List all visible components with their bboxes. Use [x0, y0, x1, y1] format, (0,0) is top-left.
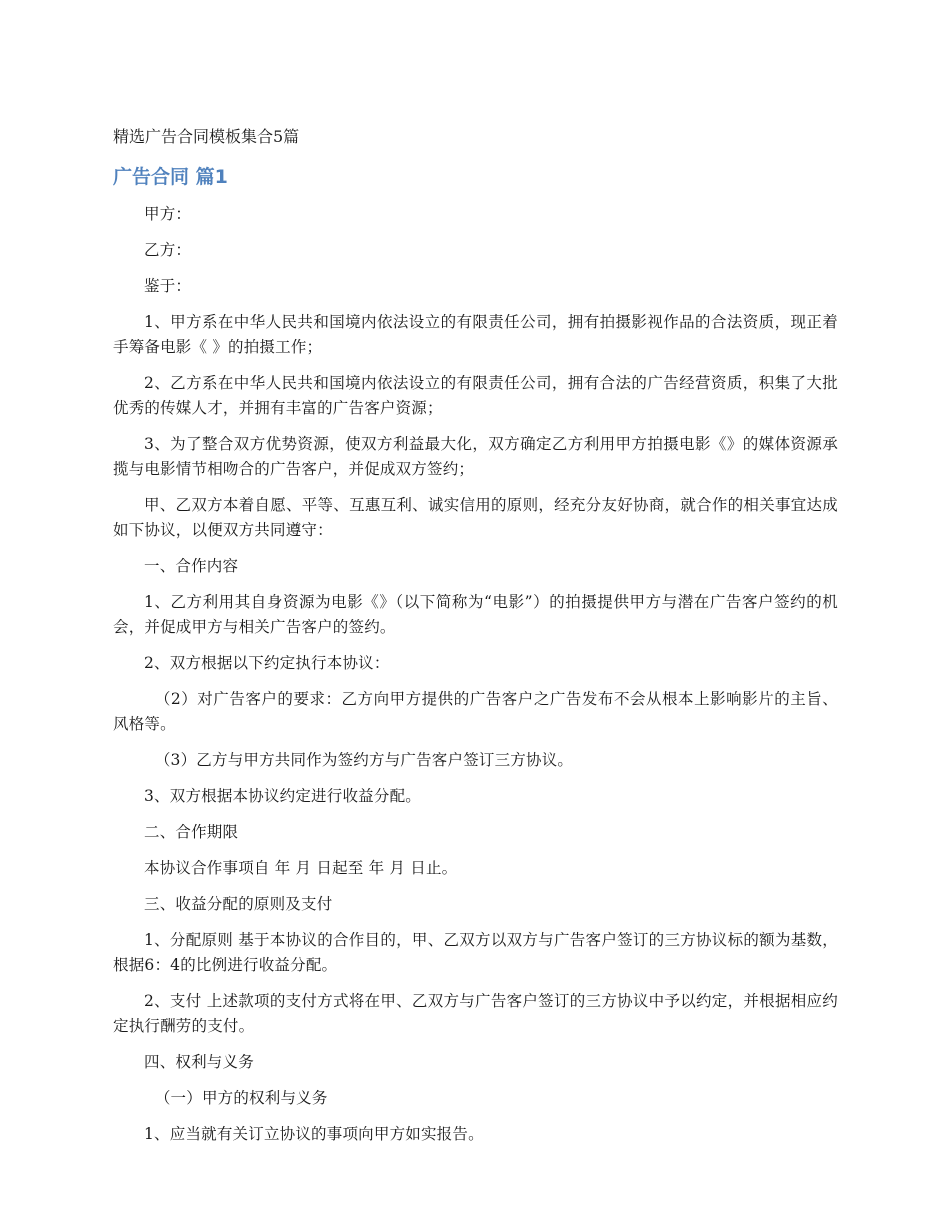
section-heading: 广告合同 篇1 [113, 166, 228, 188]
paragraph-subitem: （2）对广告客户的要求：乙方向甲方提供的广告客户之广告发布不会从根本上影响影片的主旨、风格等。 [113, 690, 838, 733]
document-title: 精选广告合同模板集合5篇 [113, 127, 300, 146]
paragraph: 1、甲方系在中华人民共和国境内依法设立的有限责任公司，拥有拍摄影视作品的合法资质，现正着手筹备电影《 》的拍摄工作； [113, 313, 838, 356]
paragraph: 甲、乙双方本着自愿、平等、互惠互利、诚实信用的原则，经充分友好协商，就合作的相关事宜达成如下协议，以便双方共同遵守： [113, 496, 838, 539]
paragraph: 2、乙方系在中华人民共和国境内依法设立的有限责任公司，拥有合法的广告经营资质，积集了大批优秀的传媒人才，并拥有丰富的广告客户资源； [113, 374, 838, 417]
paragraph: 本协议合作事项自 年 月 日起至 年 月 日止。 [144, 859, 458, 877]
section-title-cooperation: 一、合作内容 [144, 557, 239, 575]
section-title-term: 二、合作期限 [144, 823, 239, 841]
paragraph: 3、双方根据本协议约定进行收益分配。 [144, 787, 421, 805]
paragraph: 1、应当就有关订立协议的事项向甲方如实报告。 [144, 1125, 484, 1143]
paragraph-whereas: 鉴于： [144, 277, 192, 295]
document-body [113, 202, 838, 1158]
section-title-rights: 四、权利与义务 [144, 1053, 254, 1071]
paragraph-subitem: （一）甲方的权利与义务 [154, 1089, 328, 1107]
paragraph-party-b: 乙方： [144, 241, 192, 259]
paragraph: 1、分配原则 基于本协议的合作目的，甲、乙双方以双方与广告客户签订的三方协议标的额为基数，根据6：4的比例进行收益分配。 [113, 931, 838, 974]
paragraph: 3、为了整合双方优势资源，使双方利益最大化，双方确定乙方利用甲方拍摄电影《》的媒体资源承揽与电影情节相吻合的广告客户，并促成双方签约； [113, 435, 838, 478]
paragraph-subitem: （3）乙方与甲方共同作为签约方与广告客户签订三方协议。 [154, 751, 574, 769]
paragraph: 2、支付 上述款项的支付方式将在甲、乙双方与广告客户签订的三方协议中予以约定，并根据相应约定执行酬劳的支付。 [113, 992, 838, 1035]
section-title-revenue: 三、收益分配的原则及支付 [144, 895, 333, 913]
paragraph: 2、双方根据以下约定执行本协议： [144, 654, 390, 672]
paragraph: 1、乙方利用其自身资源为电影《》（以下简称为“电影”）的拍摄提供甲方与潜在广告客户签约的机会，并促成甲方与相关广告客户的签约。 [113, 593, 838, 636]
paragraph-party-a: 甲方： [144, 205, 192, 223]
